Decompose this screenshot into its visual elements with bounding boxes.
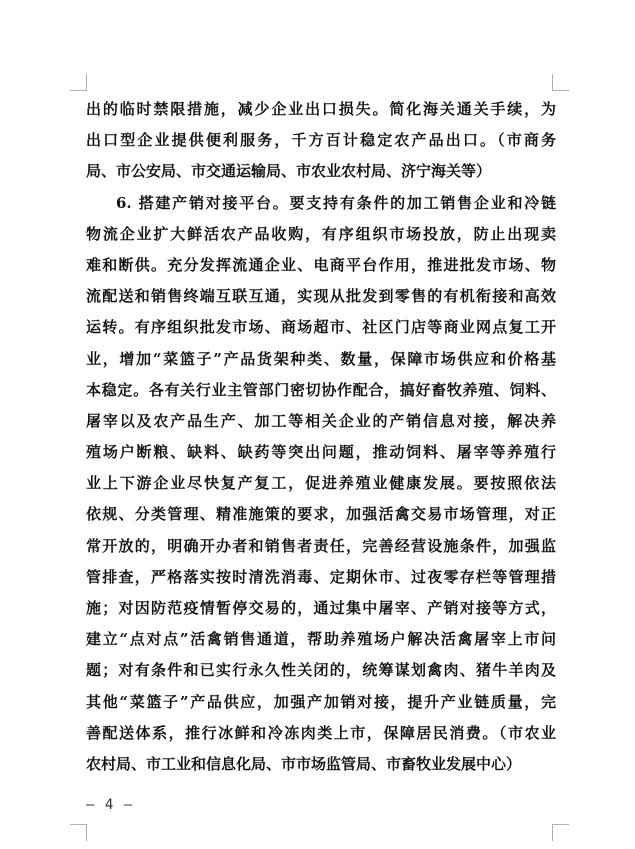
- text-line: 物流企业扩大鲜活农产品收购，有序组织市场投放，防止出现卖: [86, 224, 556, 243]
- text-line: 流配送和销售终端互联互通，实现从批发到零售的有机衔接和高效: [86, 287, 556, 306]
- text-line: 难和断供。充分发挥流通企业、电商平台作用，推进批发市场、物: [86, 255, 556, 274]
- text-line: 业，增加“菜篮子”产品货架种类、数量，保障市场供应和价格基: [86, 349, 556, 368]
- page-number: — 4 —: [86, 797, 134, 813]
- section-heading-line: 6. 搭建产销对接平台。要支持有条件的加工销售企业和冷链: [116, 193, 556, 212]
- text-line: 业上下游企业尽快复产复工，促进养殖业健康发展。要按照依法: [86, 474, 556, 493]
- text-line: 其他“菜篮子”产品供应，加强产加销对接，提升产业链质量，完: [86, 692, 556, 711]
- text-line: 善配送体系，推行冰鲜和冷冻肉类上市，保障居民消费。（市农业: [86, 723, 556, 742]
- text-line: 屠宰以及农产品生产、加工等相关企业的产销信息对接，解决养: [86, 411, 556, 430]
- crop-mark-top-left: [70, 74, 87, 91]
- text-line: 出的临时禁限措施，减少企业出口损失。简化海关通关手续，为: [86, 100, 556, 118]
- text-line: 施；对因防范疫情暂停交易的，通过集中屠宰、产销对接等方式，: [86, 599, 556, 617]
- body-text: [86, 94, 556, 780]
- crop-mark-bottom-right: [552, 824, 569, 841]
- text-line: 建立“点对点”活禽销售通道，帮助养殖场户解决活禽屠宰上市问: [86, 630, 556, 649]
- text-line: 农村局、市工业和信息化局、市市场监管局、市畜牧业发展中心）: [86, 754, 522, 773]
- crop-mark-top-right: [552, 74, 569, 91]
- text-line: 出口型企业提供便利服务，千方百计稳定农产品出口。（市商务: [86, 131, 556, 150]
- crop-mark-bottom-left: [70, 824, 87, 841]
- text-line: 依规、分类管理、精准施策的要求，加强活禽交易市场管理，对正: [86, 505, 556, 524]
- text-line: 题；对有条件和已实行永久性关闭的，统筹谋划禽肉、猪牛羊肉及: [86, 661, 556, 680]
- text-line: 殖场户断粮、缺料、缺药等突出问题，推动饲料、屠宰等养殖行: [86, 443, 556, 462]
- text-line: 常开放的，明确开办者和销售者责任，完善经营设施条件，加强监: [86, 536, 556, 555]
- text-line: 本稳定。各有关行业主管部门密切协作配合，搞好畜牧养殖、饲料、: [86, 380, 556, 399]
- text-line: 局、市公安局、市交通运输局、市农业农村局、济宁海关等）: [86, 162, 492, 181]
- text-line: 管排查，严格落实按时清洗消毒、定期休市、过夜零存栏等管理措: [86, 567, 556, 586]
- text-line: 运转。有序组织批发市场、商场超市、社区门店等商业网点复工开: [86, 318, 556, 337]
